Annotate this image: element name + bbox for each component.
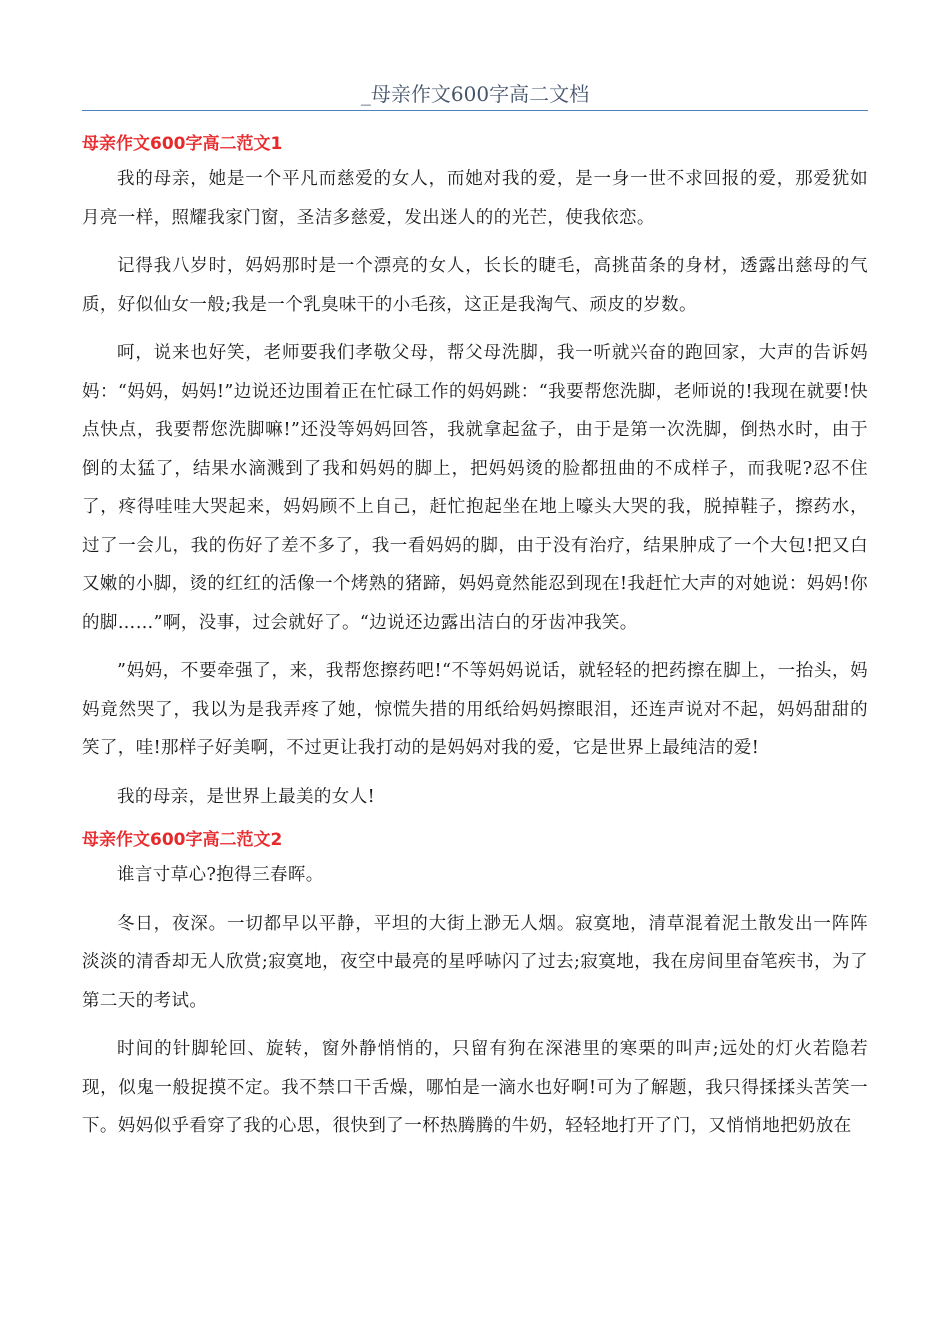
section-2 xyxy=(82,826,868,1146)
paragraph: 时间的针脚轮回、旋转，窗外静悄悄的，只留有狗在深港里的寒栗的叫声;远处的灯火若隐若现，似鬼一般捉摸不定。我不禁口干舌燥，哪怕是一滴水也好啊!可为了解题，我只得揉揉头苦笑一下。妈妈似乎看穿了我的心思，很快到了一杯热腾腾的牛奶，轻轻地打开了门，又悄悄地把奶放在 xyxy=(82,1039,868,1136)
section-1 xyxy=(82,130,868,816)
section-heading: 母亲作文600字高二范文1 xyxy=(82,134,283,154)
document-body xyxy=(82,124,868,1146)
paragraph: 我的母亲，是世界上最美的女人! xyxy=(117,786,376,807)
paragraph: 呵，说来也好笑，老师要我们孝敬父母，帮父母洗脚，我一听就兴奋的跑回家，大声的告诉妈妈：“妈妈，妈妈!”边说还边围着正在忙碌工作的妈妈跳：“我要帮您洗脚，老师说的!我现在就要!快点快点，我要帮您洗脚嘛!”还没等妈妈回答，我就拿起盆子，由于是第一次洗脚，倒热水时，由于倒的太猛了，结果水滴溅到了我和妈妈的脚上，把妈妈烫的脸都扭曲的不成样子，而我呢?忍不住了，疼得哇哇大哭起来，妈妈顾不上自己，赶忙抱起坐在地上嚎头大哭的我，脱掉鞋子，擦药水，过了一会儿，我的伤好了差不多了，我一看妈妈的脚，由于没有治疗，结果肿成了一个大包!把又白又嫩的小脚，烫的红红的活像一个烤熟的猪蹄，妈妈竟然能忍到现在!我赶忙大声的对她说：妈妈!你的脚……”啊，没事，过会就好了。“边说还边露出洁白的牙齿冲我笑。 xyxy=(82,343,868,633)
section-heading: 母亲作文600字高二范文2 xyxy=(82,830,283,850)
header-divider xyxy=(82,110,868,111)
document-header-title: _母亲作文600字高二文档 xyxy=(360,82,590,106)
paragraph: 冬日，夜深。一切都早以平静，平坦的大街上渺无人烟。寂寞地，清草混着泥土散发出一阵阵淡淡的清香却无人欣赏;寂寞地，夜空中最亮的星呼哧闪了过去;寂寞地，我在房间里奋笔疾书，为了第二天的考试。 xyxy=(82,913,868,1011)
paragraph: 我的母亲，她是一个平凡而慈爱的女人，而她对我的爱，是一身一世不求回报的爱，那爱犹如月亮一样，照耀我家门窗，圣洁多慈爱，发出迷人的的光芒，使我依恋。 xyxy=(82,169,868,228)
paragraph: ”妈妈，不要牵强了，来，我帮您擦药吧!“不等妈妈说话，就轻轻的把药擦在脚上，一抬头，妈妈竟然哭了，我以为是我弄疼了她，惊慌失措的用纸给妈妈擦眼泪，还连声说对不起，妈妈甜甜的笑了，哇!那样子好美啊，不过更让我打动的是妈妈对我的爱，它是世界上最纯洁的爱! xyxy=(82,661,868,758)
paragraph: 谁言寸草心?抱得三春晖。 xyxy=(117,865,324,885)
paragraph: 记得我八岁时，妈妈那时是一个漂亮的女人，长长的睫毛，高挑苗条的身材，透露出慈母的气质，好似仙女一般;我是一个乳臭味干的小毛孩，这正是我淘气、顽皮的岁数。 xyxy=(82,256,868,315)
